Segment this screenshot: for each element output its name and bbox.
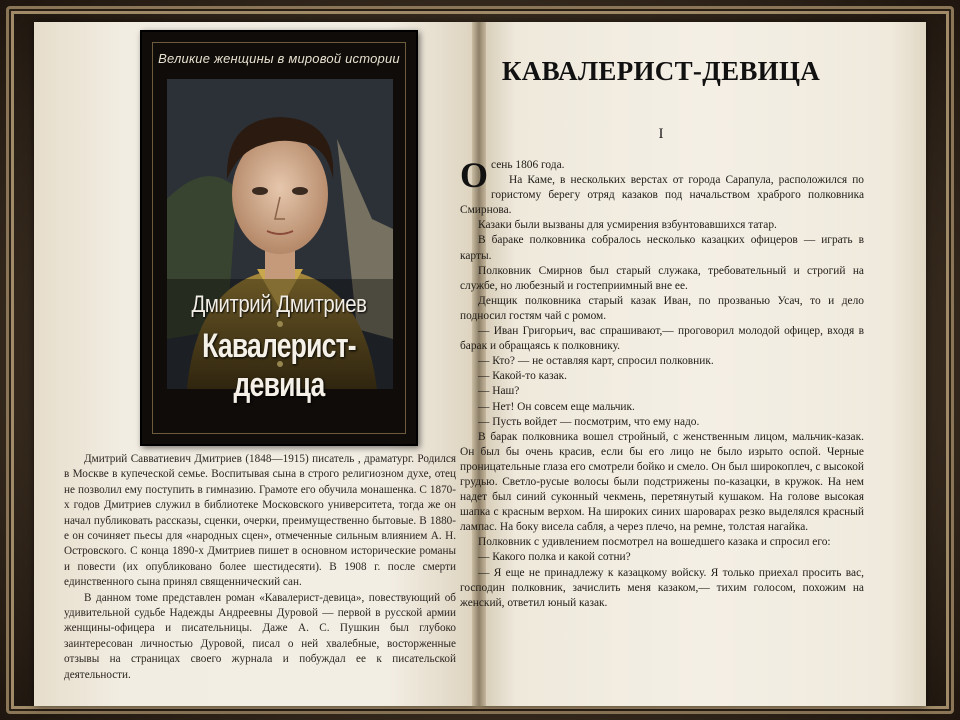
text-paragraph: В барак полковника вошел стройный, с женственным лицом, мальчик-казак. Он был бы очень красив, если бы его лицо не было изрыто оспой. Черные проницательные глаза его смотрели бойко и смело. Он был широкоплеч, с высокой грудью. Светло-русые волосы были подстрижены по-казацки, в кружок. На нем надет был синий суконный чекмень, перетянутый кушаком. На голове высокая шапка с красным верхом. На широких синих шароварах резко выделялся красный лампас. На боку висела сабля, а через плечо, на ремне, толстая нагайка. (460, 430, 864, 534)
first-line: сень 1806 года. (491, 159, 565, 171)
text-paragraph: — Кто? — не оставляя карт, спросил полковник. (478, 355, 714, 368)
text-paragraph: — Нет! Он совсем еще мальчик. (478, 400, 635, 413)
cover-author: Дмитрий Дмитриев (191, 291, 367, 318)
text-paragraph: Денщик полковника старый казак Иван, по прозванью Усач, то и дело подносил гостям чай с ромом. (460, 294, 864, 322)
text-paragraph: Казаки были вызваны для усмирения взбунтовавшихся татар. (478, 219, 777, 232)
text-paragraph: — Какого полка и какой сотни? (478, 551, 631, 564)
first-paragraph (460, 155, 864, 195)
cover-series-title: Великие женщины в мировой истории (158, 51, 400, 66)
annotation-paragraph: Дмитрий Савватиевич Дмитриев (1848—1915) писатель , драматург. Родился в Москве в купеческой семье. Воспитывая сына в строго религиозном духе, отец не позволил ему поступить в гимназию. Грамоте его обучила монашенка. С 1870-х годов Дмитриев служил в библиотеке Московского университета, тогда же он начал публиковать рассказы, сценки, очерки, преимущественно бытовые. В 1880-е он сочиняет пьесы для «народных сцен», отмеченные сильным влиянием А. Н. Островского. С конца 1890-х Дмитриев пишет в основном исторические романы и повести (их опубликовано более шестидесяти). В 1908 г. после смерти единственного сына принял священнический сан. (64, 453, 456, 589)
drop-cap: О (460, 155, 489, 195)
cover-title: Кавалерист-девица (202, 327, 356, 404)
chapter-text (460, 155, 864, 611)
text-paragraph: — Я еще не принадлежу к казацкому войску. Я только приехал просить вас, господин полковник, зачислить меня казаком,— тихим голосом, похожим на женский, ответил юный казак. (460, 566, 864, 609)
cover-ornament-frame (152, 42, 406, 434)
text-paragraph: Полковник Смирнов был старый служака, требовательный и строгий на службе, но любезный и гостеприимный вне ее. (460, 264, 864, 292)
text-paragraph: Полковник с удивлением посмотрел на вошедшего казака и спросил его: (478, 536, 831, 549)
chapter-number: I (658, 126, 664, 142)
text-paragraph: — Какой-то казак. (478, 370, 568, 383)
text-paragraph: — Наш? (478, 385, 520, 398)
text-paragraph: В бараке полковника собралось несколько казацких офицеров — играть в карты. (460, 234, 864, 262)
text-paragraph: — Иван Григорьич, вас спрашивают,— проговорил молодой офицер, входя в барак и обращаясь к полковнику. (460, 325, 864, 353)
text-paragraph: — Пусть войдет — посмотрим, что ему надо. (478, 415, 700, 428)
text-paragraph: На Каме, в нескольких верстах от города Сарапула, расположился по гористому берегу отряд казаков под начальством храброго полковника Смирнова. (460, 174, 864, 217)
book-annotation (64, 452, 456, 683)
book-cover (140, 30, 418, 446)
annotation-paragraph: В данном томе представлен роман «Кавалерист-девица», повествующий об удивительной судьбе Надежды Андреевны Дуровой — первой в русской армии женщины-офицера и писательницы. Даже А. С. Пушкин был глубоко заинтересован личностью Дуровой, писал о ней хвалебные, восторженные отзывы на страницах своего журнала и побуждал ее к писательской деятельности. (64, 591, 456, 681)
chapter-title: КАВАЛЕРИСТ-ДЕВИЦА (501, 56, 821, 86)
left-page (34, 22, 476, 706)
